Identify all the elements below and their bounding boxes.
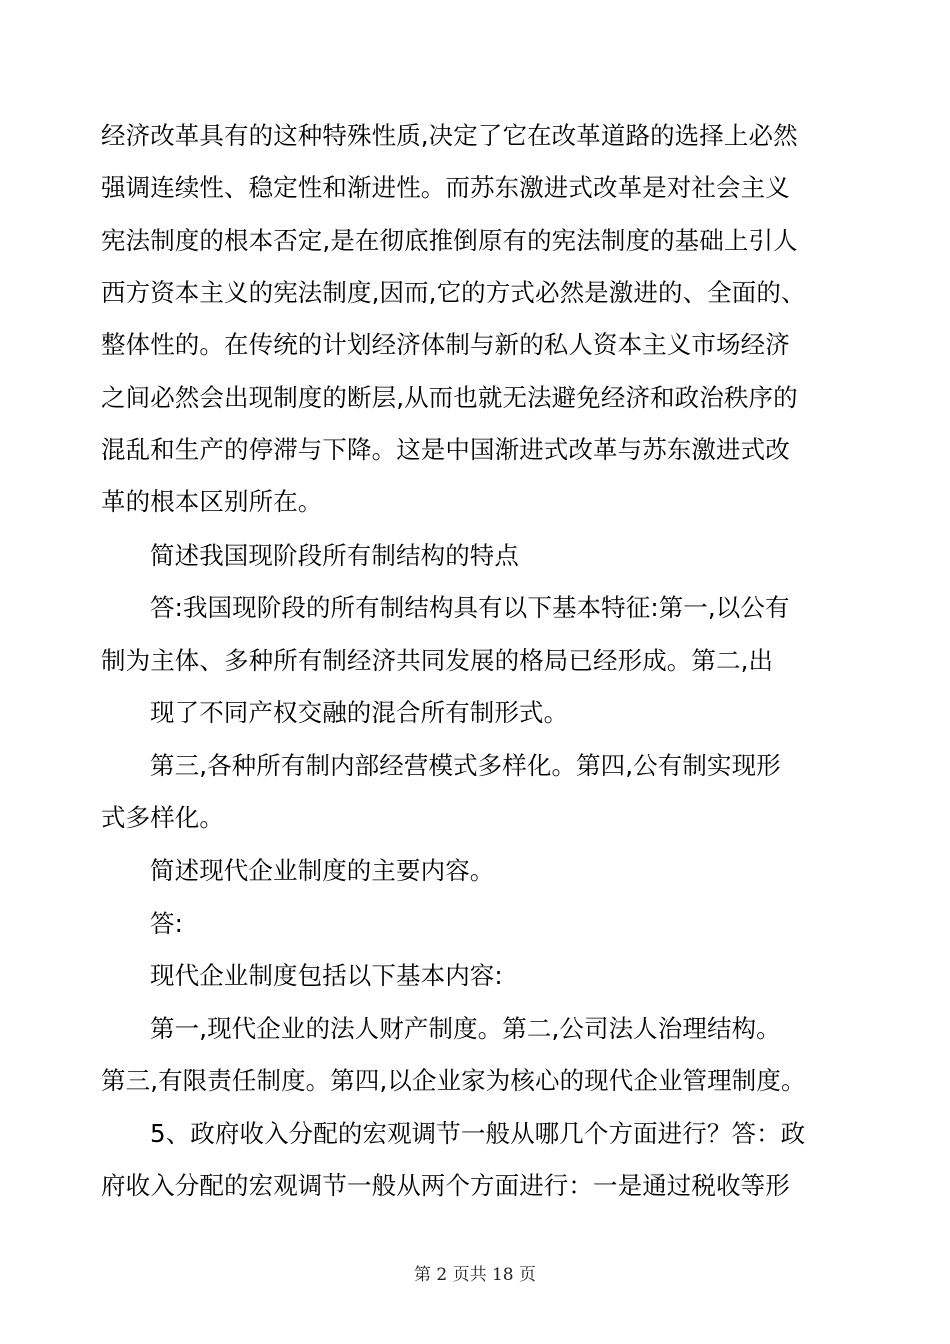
body-text-line: 之间必然会出现制度的断层,从而也就无法避免经济和政治秩序的 [101, 383, 798, 412]
answer-text-line: 现了不同产权交融的混合所有制形式。 [150, 698, 569, 727]
answer-text-line: 答:我国现阶段的所有制结构具有以下基本特征:第一,以公有 [150, 593, 790, 622]
answer-text-line: 第三,各种所有制内部经营模式多样化。第四,公有制实现形 [150, 751, 781, 780]
answer-text-line: 现代企业制度包括以下基本内容: [150, 961, 503, 990]
body-text-line: 革的根本区别所在。 [101, 487, 323, 516]
answer-label: 答: [150, 909, 183, 938]
page-number-footer: 第 2 页共 18 页 [413, 1265, 537, 1285]
body-text-line: 混乱和生产的停滞与下降。这是中国渐进式改革与苏东激进式改 [101, 435, 790, 464]
question-heading: 简述现代企业制度的主要内容。 [150, 856, 495, 885]
body-text-line: 西方资本主义的宪法制度,因而,它的方式必然是激进的、全面的、 [101, 278, 806, 307]
answer-text-line: 府收入分配的宏观调节一般从两个方面进行：一是通过税收等形 [101, 1171, 790, 1200]
body-text-line: 整体性的。在传统的计划经济体制与新的私人资本主义市场经济 [101, 330, 790, 359]
body-text-line: 宪法制度的根本否定,是在彻底推倒原有的宪法制度的基础上引人 [101, 226, 798, 255]
question-text-line: 5、政府收入分配的宏观调节一般从哪几个方面进行？答：政 [150, 1119, 806, 1148]
body-text-line: 经济改革具有的这种特殊性质,决定了它在改革道路的选择上必然 [101, 121, 798, 150]
answer-text-line: 制为主体、多种所有制经济共同发展的格局已经形成。第二,出 [101, 646, 774, 675]
answer-text-line: 式多样化。 [101, 803, 224, 832]
answer-text-line: 第三,有限责任制度。第四,以企业家为核心的现代企业管理制度。 [101, 1066, 806, 1095]
answer-text-line: 第一,现代企业的法人财产制度。第二,公司法人治理结构。 [150, 1014, 781, 1043]
question-heading: 简述我国现阶段所有制结构的特点 [150, 541, 519, 570]
body-text-line: 强调连续性、稳定性和渐进性。而苏东激进式改革是对社会主义 [101, 173, 790, 202]
